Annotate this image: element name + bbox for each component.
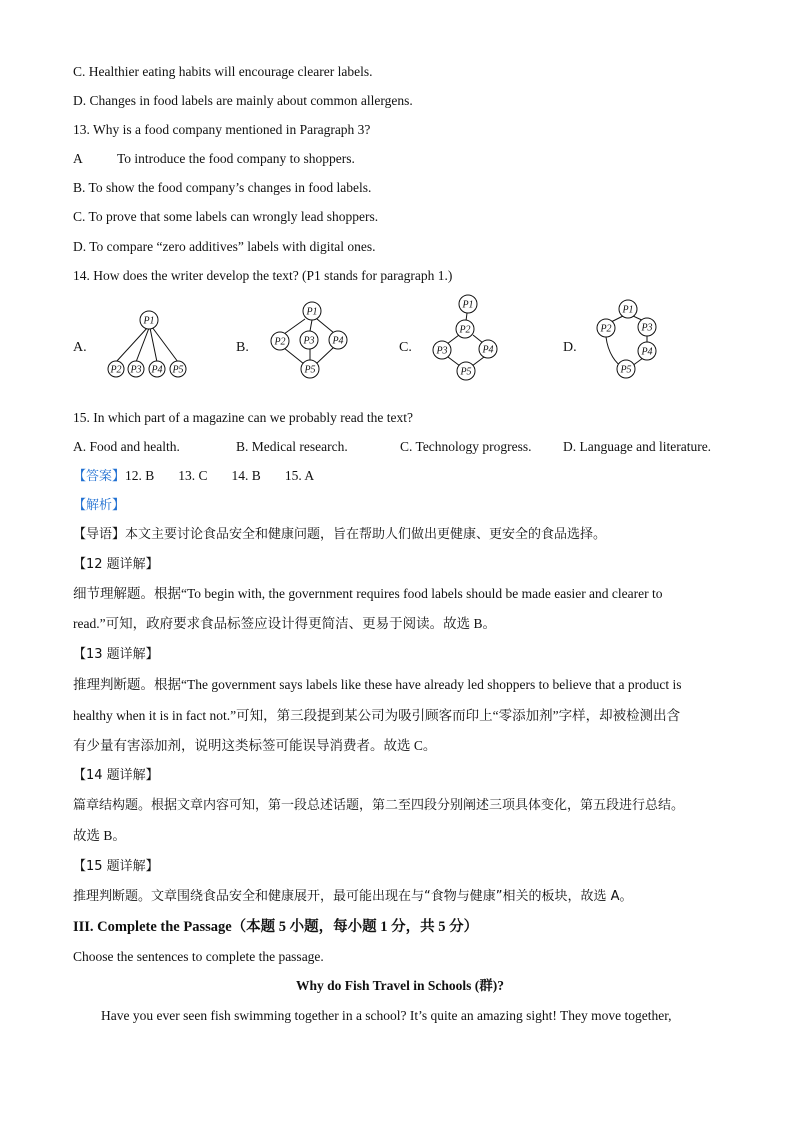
detail-14-title: 【14 题详解】 <box>73 768 159 783</box>
structure-diagram-d <box>592 298 662 382</box>
detail-13-line3: 有少量有害添加剂，说明这类标签可能误导消费者。故选 C。 <box>73 738 437 753</box>
q13-option-a-letter: A <box>73 151 83 166</box>
q15-option-a: A. Food and health. <box>73 439 180 454</box>
q13-option-d: D. To compare “zero additives” labels with digital ones. <box>73 239 376 254</box>
answer-13: 13. C <box>178 468 208 483</box>
answer-label: 【答案】 <box>73 469 126 484</box>
diag-b-node-p2: P2 <box>274 336 286 348</box>
detail-13-title: 【13 题详解】 <box>73 647 159 662</box>
diag-b-node-p3: P3 <box>303 335 315 347</box>
passage-first-line: Have you ever seen fish swimming together in a school? It’s quite an amazing sight! They move together, <box>101 1008 672 1023</box>
detail-14-line1: 篇章结构题。根据文章内容可知，第一段总述话题，第二至四段分别阐述三项具体变化，第五段进行总结。 <box>73 798 685 813</box>
detail-14-line2: 故选 B。 <box>73 828 126 843</box>
q14-label-b: B. <box>236 340 249 355</box>
q13-option-a <box>73 150 740 168</box>
structure-diagram-c <box>425 292 515 382</box>
diag-d-node-p2: P2 <box>600 323 612 335</box>
detail-12-line2: read.”可知，政府要求食品标签应设计得更简洁、更易于阅读。故选 B。 <box>73 616 496 631</box>
detail-13-line2: healthy when it is in fact not.”可知，第三段提到某公司为吸引顾客而印上“零添加剂”字样，却被检测出含 <box>73 708 681 723</box>
answer-12: 12. B <box>125 468 155 483</box>
q14-label-d: D. <box>563 340 577 355</box>
structure-diagram-b <box>262 298 362 382</box>
diag-b-node-p1: P1 <box>306 306 318 318</box>
section-3-instruction: Choose the sentences to complete the passage. <box>73 949 324 964</box>
diag-d-node-p4: P4 <box>641 346 653 358</box>
q13-option-c: C. To prove that some labels can wrongly lead shoppers. <box>73 209 379 224</box>
detail-15-line1: 推理判断题。文章围绕食品安全和健康展开，最可能出现在与“食物与健康”相关的板块，故选 A。 <box>73 889 633 904</box>
diag-a-node-p1: P1 <box>143 315 155 327</box>
q14-label-a: A. <box>73 340 87 355</box>
detail-13-line1: 推理判断题。根据“The government says labels like these have already led shoppers to believe that a product is <box>73 677 682 692</box>
diag-a-node-p2: P2 <box>110 364 122 376</box>
detail-12-title: 【12 题详解】 <box>73 557 159 572</box>
q12-option-d: D. Changes in food labels are mainly about common allergens. <box>73 93 413 108</box>
diag-d-node-p5: P5 <box>620 364 632 376</box>
detail-12-line1: 细节理解题。根据“To begin with, the government requires food labels should be made easier and clearer to <box>73 586 663 601</box>
analysis-label: 【解析】 <box>73 498 126 513</box>
answer-line <box>73 467 740 486</box>
detail-15-title: 【15 题详解】 <box>73 859 159 874</box>
diag-a-node-p4: P4 <box>151 364 163 376</box>
q15-option-b: B. Medical research. <box>236 439 348 454</box>
diag-d-node-p1: P1 <box>622 304 634 316</box>
diag-a-node-p5: P5 <box>172 364 184 376</box>
answer-15: 15. A <box>284 468 315 483</box>
diag-c-node-p2: P2 <box>459 324 471 336</box>
diag-c-node-p1: P1 <box>462 299 474 311</box>
diag-b-node-p5: P5 <box>304 364 316 376</box>
guide-text: 【导语】本文主要讨论食品安全和健康问题，旨在帮助人们做出更健康、更安全的食品选择。 <box>73 527 607 542</box>
q15-option-c: C. Technology progress. <box>400 439 532 454</box>
q14-label-c: C. <box>399 340 412 355</box>
q13-option-a-text: To introduce the food company to shoppers. <box>117 151 355 166</box>
diag-c-node-p4: P4 <box>482 344 494 356</box>
diag-c-node-p3: P3 <box>436 345 448 357</box>
answer-14: 14. B <box>231 468 261 483</box>
q13-option-b: B. To show the food company’s changes in food labels. <box>73 180 372 195</box>
q15-option-d: D. Language and literature. <box>563 439 712 454</box>
section-3-heading: III. Complete the Passage（本题 5 小题，每小题 1 分，共 5 分） <box>73 919 479 935</box>
q15-stem: 15. In which part of a magazine can we probably read the text? <box>73 410 413 425</box>
structure-diagram-a <box>100 305 200 385</box>
q14-stem: 14. How does the writer develop the text? (P1 stands for paragraph 1.) <box>73 268 453 283</box>
q12-option-c: C. Healthier eating habits will encourage clearer labels. <box>73 64 373 79</box>
diag-c-node-p5: P5 <box>460 366 472 378</box>
diag-a-node-p3: P3 <box>130 364 142 376</box>
diag-b-node-p4: P4 <box>332 335 344 347</box>
q13-stem: 13. Why is a food company mentioned in Paragraph 3? <box>73 122 371 137</box>
passage-title: Why do Fish Travel in Schools (群)? <box>295 978 505 993</box>
diag-d-node-p3: P3 <box>641 322 653 334</box>
